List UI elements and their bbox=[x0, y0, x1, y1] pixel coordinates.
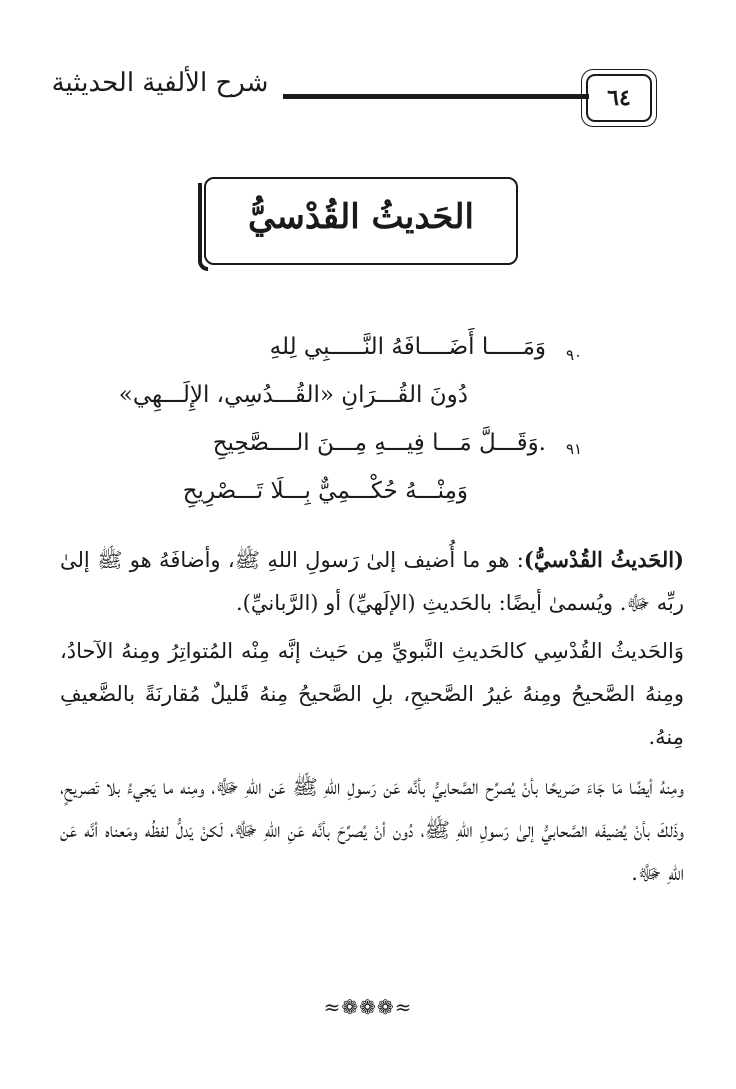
paragraph-definition bbox=[60, 538, 684, 625]
paragraph-text: وَالحَديثُ القُدْسِي كالحَديثِ النَّبويِّ مِن حَيث إنَّه مِنْه المُتواتِرُ ومِنهُ الآحادُ، ومِنهُ الصَّحيحُ ومِنهُ غيرُ الصَّحيحِ، بلِ الصَّحيحُ مِنهُ قَليلٌ مُقارنَةً بالضَّعيفِ مِنهُ. bbox=[60, 639, 684, 749]
paragraph-classification bbox=[60, 630, 684, 759]
paragraph-text: : هو ما أُضيف إلىٰ رَسولِ اللهِ ﷺ، وأضافَهُ هو ﷺ إلىٰ ربِّه ﷻ. ويُسمىٰ أيضًا: بالحَديثِ (الإلَهيِّ) أو (الرَّبانيِّ). bbox=[60, 548, 684, 615]
term-lead: (الحَديثُ القُدْسيُّ) bbox=[523, 547, 684, 572]
page-number-text: ٦٤ bbox=[607, 85, 631, 111]
verse-hemistich: دُونَ القُـــرَانِ «القُـــدُسِي، الإِلَـــهِي» bbox=[118, 382, 468, 408]
header-rule bbox=[283, 94, 589, 99]
verse-number: ٩١ bbox=[566, 440, 583, 458]
running-header-title: شرح الألفية الحديثية bbox=[51, 68, 269, 98]
verse-hemistich: .وَقَـــلَّ مَـــا فِيـــهِ مِـــنَ الــــصَّحِيحِ bbox=[212, 430, 546, 456]
paragraph-text: ومِنهُ أيضًا مَا جَاءَ صَريحًا بأنْ يُصرِّح الصَّحابيُّ بأنَّه عَن رَسولِ اللهِ ﷺ عَن اللهِ ﷻ، ومِنه ما يَجيءُ بلا تَصريحٍ، وذَلكَ بأنْ يُضيفَه الصَّحابيُّ إلىٰ رَسولِ اللهِ ﷺ، دُون أنْ يُصرِّحَ بأنَّه عَنِ اللهِ ﷻ، لَكنْ يَدلُّ لفظُه ومَعناه أنَّه عَن اللهِ ﷻ. bbox=[60, 775, 684, 885]
verse-hemistich: وَمَـــــا أَضَــــافَهُ النَّـــــبِي لِلهِ bbox=[269, 334, 546, 360]
page-number bbox=[586, 74, 652, 122]
verse-hemistich: وَمِنْـــهُ حُكْـــمِيٌّ بِـــلَا تَـــصْرِيحِ bbox=[182, 478, 468, 504]
verse-number: ٩٠ bbox=[566, 346, 583, 364]
section-title-frame bbox=[204, 177, 518, 265]
footer-ornament: ≈❁❁❁≈ bbox=[323, 995, 413, 1019]
section-title: الحَديثُ القُدْسيُّ bbox=[248, 197, 474, 237]
paragraph-explicitness bbox=[60, 766, 684, 895]
